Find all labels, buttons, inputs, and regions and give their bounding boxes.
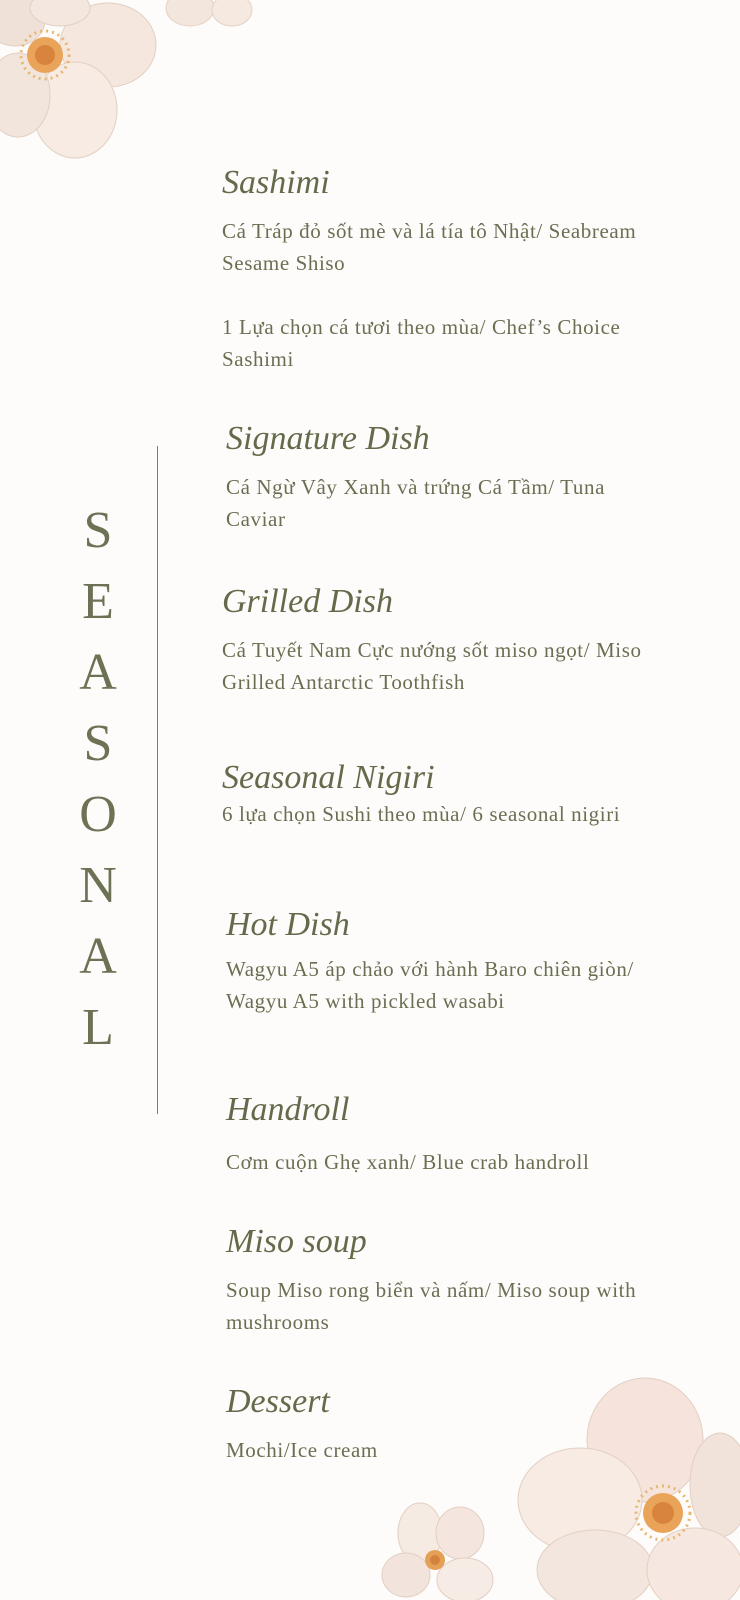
menu-item-text: 6 lựa chọn Sushi theo mùa/ 6 seasonal nigiri — [222, 802, 621, 826]
small-flower-icon — [166, 0, 252, 26]
seasonal-letter: S — [83, 715, 113, 772]
menu-section-sashimi — [222, 163, 692, 375]
flower-decoration-top-left — [0, 0, 260, 170]
section-title: Miso soup — [226, 1223, 367, 1260]
seasonal-letter: L — [82, 999, 114, 1056]
menu-item-text: Cá Ngừ Vây Xanh và trứng Cá Tầm/ Tuna — [226, 475, 605, 499]
menu-item-text: Caviar — [226, 507, 286, 531]
section-title: Handroll — [226, 1091, 350, 1128]
menu-item-text: 1 Lựa chọn cá tươi theo mùa/ Chef’s Choice — [222, 315, 621, 339]
section-title: Hot Dish — [226, 906, 350, 943]
menu-section-miso-soup — [226, 1222, 696, 1338]
menu-section-grilled-dish — [222, 582, 692, 698]
section-title: Seasonal Nigiri — [222, 759, 435, 796]
menu-item-text: Soup Miso rong biển và nấm/ Miso soup with — [226, 1278, 637, 1302]
flower-icon — [0, 0, 156, 158]
seasonal-letter: E — [82, 573, 114, 630]
menu-item-text: mushrooms — [226, 1310, 330, 1334]
seasonal-letter: O — [79, 786, 117, 843]
seasonal-letter: N — [79, 857, 117, 914]
menu-item-text: Sesame Shiso — [222, 251, 346, 275]
section-title: Signature Dish — [226, 420, 430, 457]
menu-item-text: Cơm cuộn Ghẹ xanh/ Blue crab handroll — [226, 1150, 590, 1174]
menu-item-text: Wagyu A5 with pickled wasabi — [226, 989, 505, 1013]
section-title: Grilled Dish — [222, 583, 393, 620]
menu-item-text: Cá Tráp đỏ sốt mè và lá tía tô Nhật/ Seabream — [222, 219, 637, 243]
menu-item-text: Cá Tuyết Nam Cực nướng sốt miso ngọt/ Miso — [222, 638, 642, 662]
menu-item-text: Grilled Antarctic Toothfish — [222, 670, 465, 694]
section-title: Sashimi — [222, 164, 330, 201]
menu-item-text: Wagyu A5 áp chảo với hành Baro chiên giòn/ — [226, 957, 634, 981]
section-title: Dessert — [226, 1383, 330, 1420]
menu-section-seasonal-nigiri — [222, 758, 692, 830]
seasonal-letter: A — [79, 644, 117, 701]
seasonal-letter: S — [83, 502, 113, 559]
menu-section-hot-dish — [226, 905, 696, 1017]
seasonal-letter: A — [79, 928, 117, 985]
small-flower-icon — [382, 1503, 493, 1600]
menu-item-text: Mochi/Ice cream — [226, 1438, 378, 1462]
seasonal-vertical-title — [68, 495, 128, 1063]
menu-section-dessert — [226, 1382, 696, 1466]
menu-section-handroll — [226, 1090, 696, 1178]
menu-section-signature-dish — [226, 419, 696, 535]
vertical-divider — [157, 446, 158, 1114]
menu-item-text: Sashimi — [222, 347, 294, 371]
